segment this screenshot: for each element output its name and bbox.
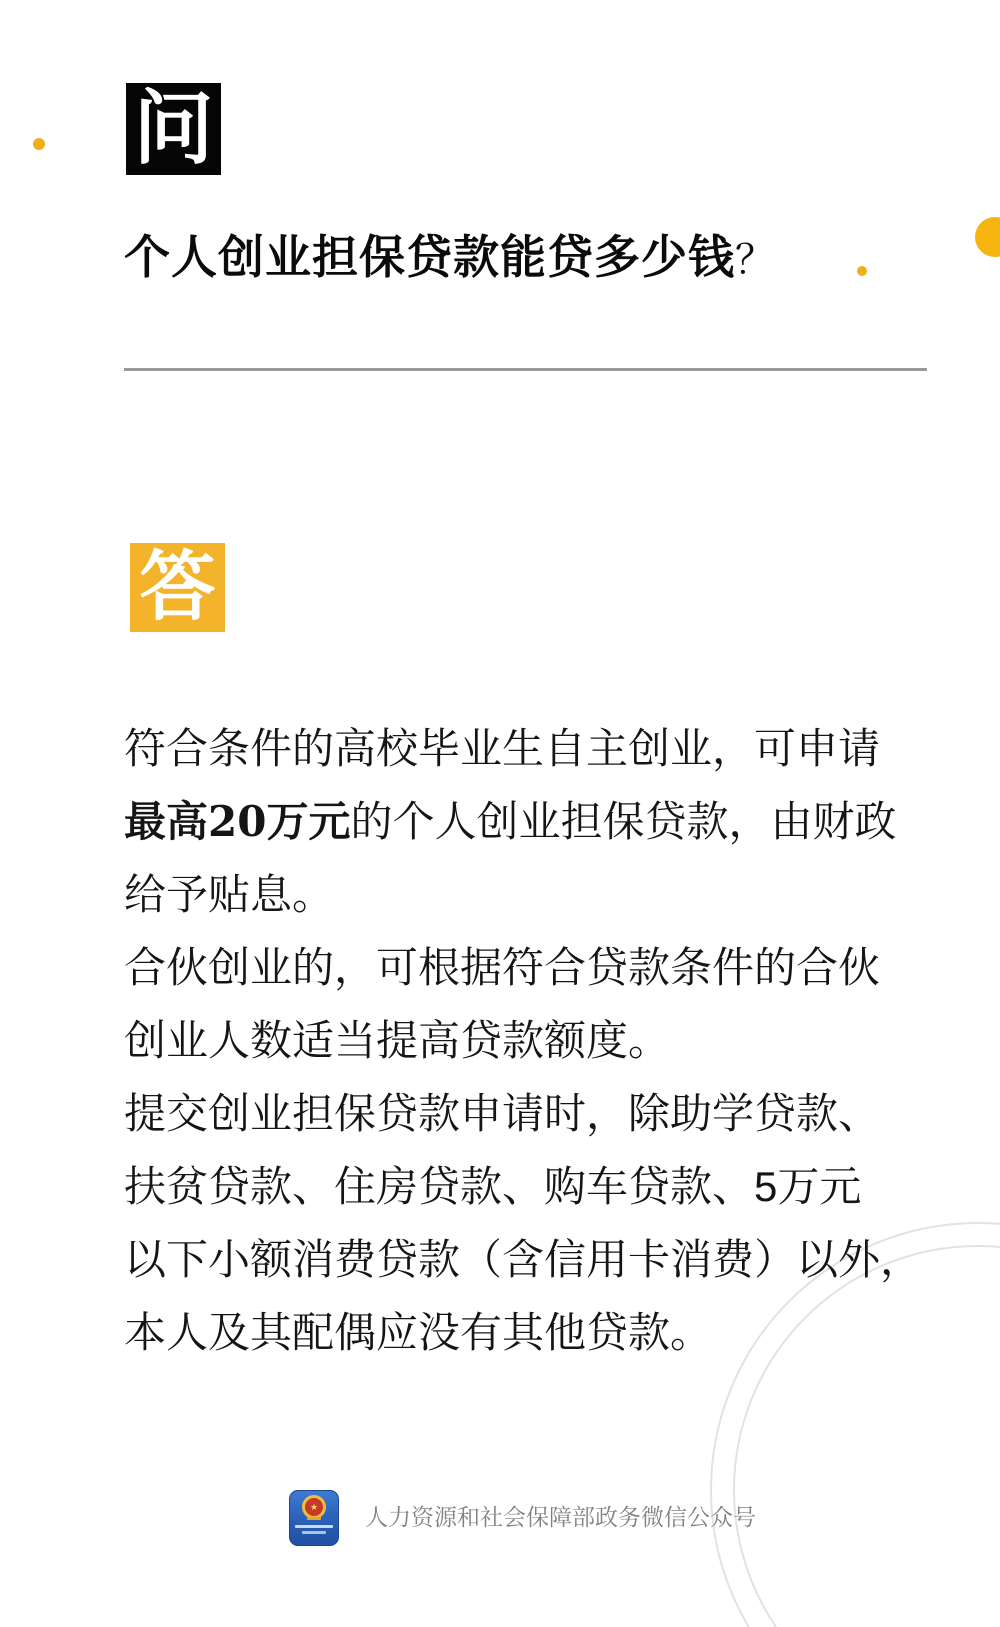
section-divider [124,368,927,371]
answer-line: 以下小额消费贷款（含信用卡消费）以外， [124,1236,923,1283]
answer-line: 提交创业担保贷款申请时，除助学贷款、 [124,1090,881,1137]
emphasized-amount: 最高20万元 [124,797,351,846]
footer-caption: 人力资源和社会保障部政务微信公众号 [365,1504,756,1530]
logo-text-line [302,1531,326,1534]
china-national-emblem-icon [302,1495,326,1519]
answer-line: 本人及其配偶应没有其他贷款。 [124,1309,713,1356]
answer-line: 创业人数适当提高贷款额度。 [124,1017,671,1064]
question-title-text: 个人创业担保贷款能贷多少钱 [124,231,735,283]
answer-line: 符合条件的高校毕业生自主创业，可申请 [124,725,881,772]
answer-line: 合伙创业的，可根据符合贷款条件的合伙 [124,944,881,991]
emblem-ribbon [307,1517,321,1520]
question-mark: ？ [735,238,775,282]
question-label: 问 [133,84,214,173]
question-title [124,221,884,283]
answer-line [124,785,897,858]
answer-line: 给予贴息。 [124,871,335,918]
logo-text-line [295,1525,333,1528]
yellow-circle-decoration [975,217,1000,257]
yellow-dot-decoration [33,138,45,150]
answer-line-rest: 的个人创业担保贷款，由财政 [350,798,897,845]
answer-body [124,712,923,1369]
answer-label-box [130,543,225,632]
question-label-box [126,83,221,175]
emblem-star-icon: ★ [309,1501,319,1512]
answer-label: 答 [139,544,216,630]
answer-line: 扶贫贷款、住房贷款、购车贷款、5万元 [124,1163,862,1210]
mohrss-app-icon [289,1490,339,1546]
